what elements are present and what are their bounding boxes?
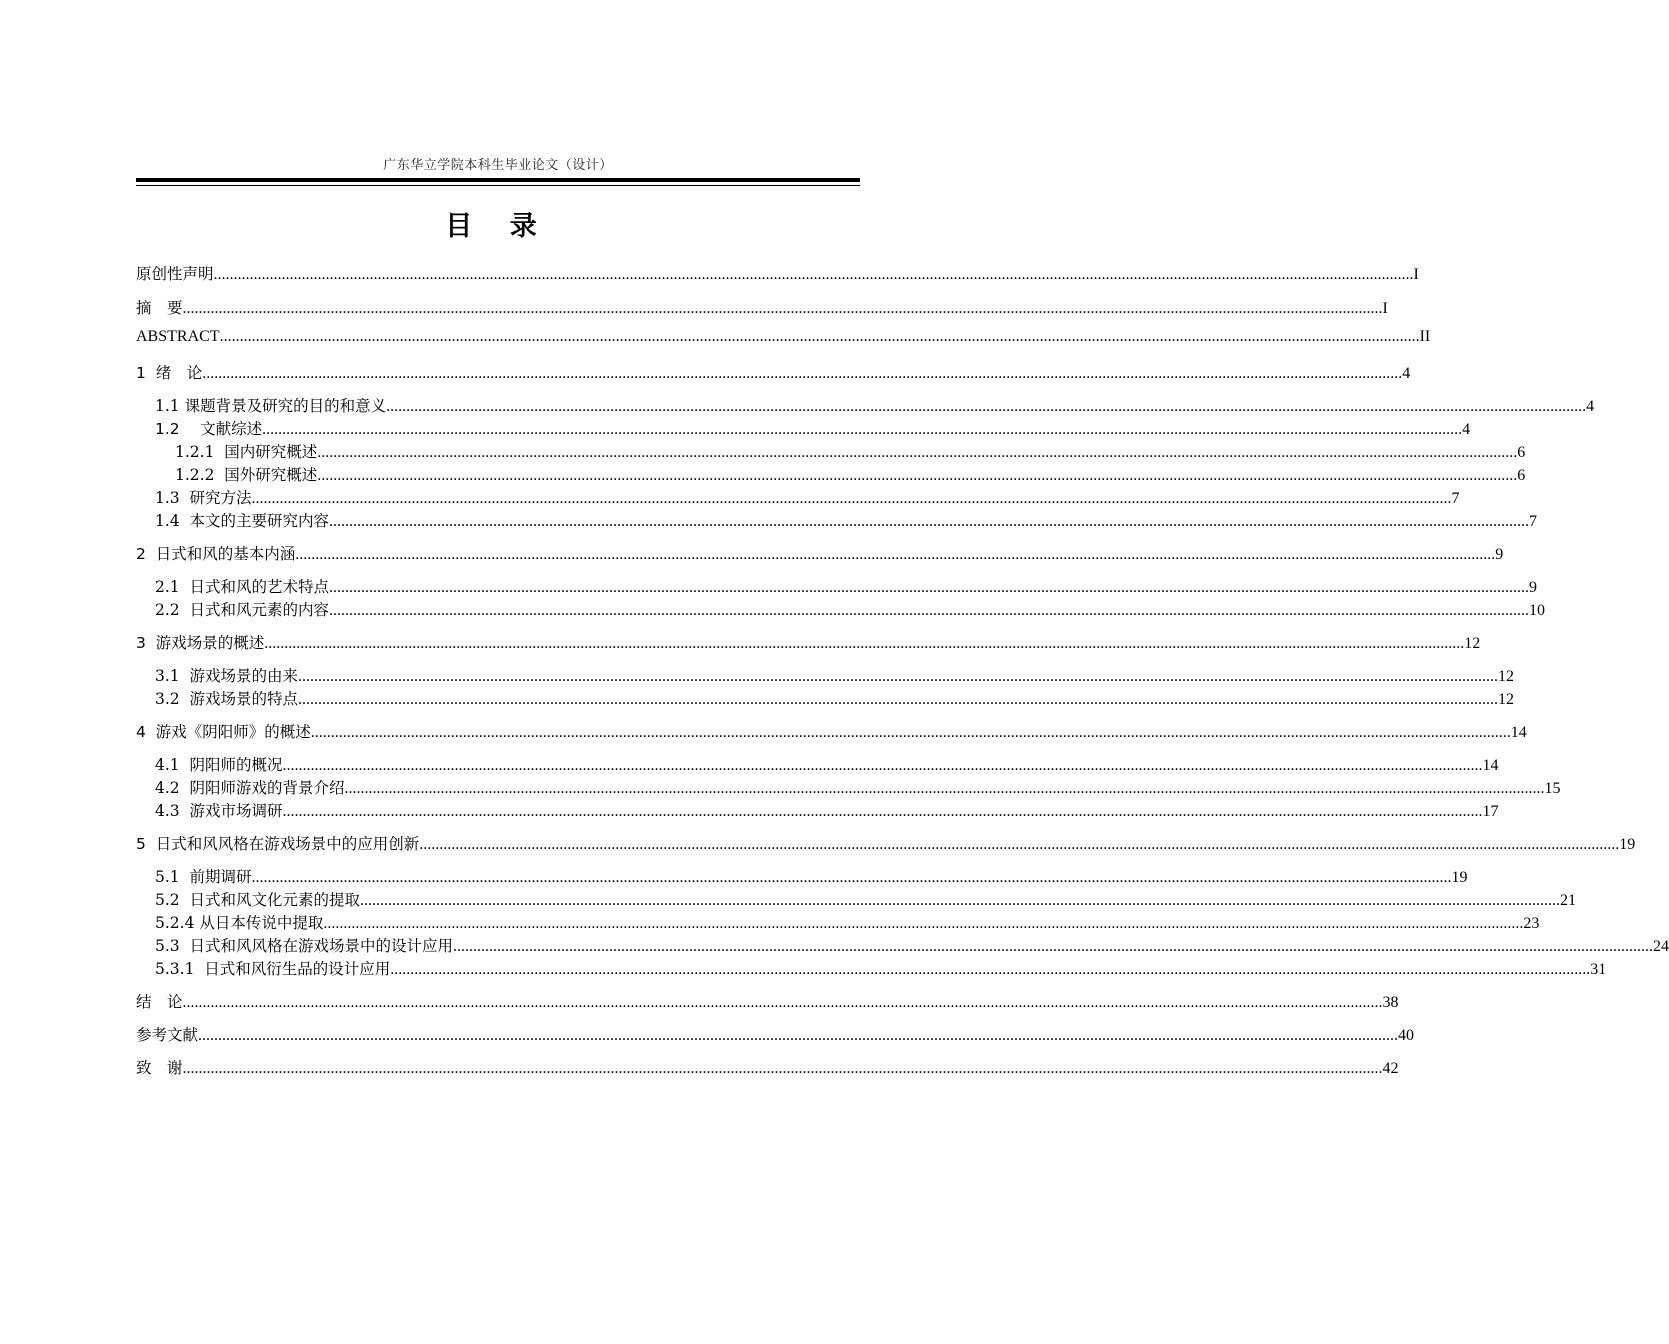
toc-leader-dots: ............................................................................................................................................................................................................................................................................................................ [329,602,1530,619]
toc-leader-dots: ............................................................................................................................................................................................................................................................................................................ [317,444,1518,461]
toc-entry-label: 4.3 游戏市场调研 [155,802,283,820]
header-rule-thick [136,178,860,182]
toc-leader-dots: ............................................................................................................................................................................................................................................................................................................ [329,513,1530,530]
toc-entry-4-2[interactable] [155,776,1561,797]
toc-entry-page: 31 [1590,961,1607,978]
toc-entry-label: 5.3 日式和风风格在游戏场景中的设计应用 [155,937,454,955]
toc-leader-dots: ............................................................................................................................................................................................................................................................................................................ [182,994,1383,1011]
toc-entry-5-3[interactable] [155,934,1669,955]
toc-entry-label: 致 谢 [136,1059,183,1077]
toc-entry-label: 原创性声明 [136,265,214,283]
toc-entry-page: I [1413,266,1419,283]
toc-leader-dots: ............................................................................................................................................................................................................................................................................................................ [360,892,1561,909]
toc-entry-chapter-4[interactable] [136,720,1527,741]
toc-entry-label: 参考文献 [136,1026,199,1044]
toc-entry-page: 4 [1402,365,1411,382]
toc-entry-3-2[interactable] [155,687,1515,708]
toc-entry-page: 12 [1464,635,1481,652]
toc-entry-page: 42 [1382,1060,1399,1077]
toc-entry-page: 19 [1619,836,1636,853]
toc-title: 目 录 [445,211,551,242]
toc-entry-label: 5.2 日式和风文化元素的提取 [155,891,361,909]
toc-entry-references[interactable] [136,1023,1415,1044]
toc-entry-label: 结 论 [136,993,183,1011]
toc-leader-dots: ............................................................................................................................................................................................................................................................................................................ [219,328,1420,345]
toc-entry-abstract-en[interactable] [136,328,1431,348]
toc-entry-label: 5 日式和风风格在游戏场景中的应用创新 [136,835,420,853]
toc-entry-5-2-4[interactable] [155,911,1540,932]
toc-entry-page: 6 [1517,467,1526,484]
toc-leader-dots: ............................................................................................................................................................................................................................................................................................................ [298,668,1499,685]
toc-entry-page: 12 [1498,691,1515,708]
toc-entry-1-2-1[interactable] [175,440,1526,461]
toc-entry-page: 10 [1529,602,1546,619]
toc-entry-label: 5.3.1 日式和风衍生品的设计应用 [155,960,391,978]
toc-entry-label: 3.1 游戏场景的由来 [155,667,299,685]
toc-entry-label: 5.2.4 从日本传说中提取 [155,914,324,932]
toc-entry-1-1[interactable] [155,394,1595,415]
toc-entry-chapter-3[interactable] [136,631,1481,652]
toc-entry-label: ABSTRACT [136,328,220,345]
toc-entry-page: 40 [1398,1027,1415,1044]
toc-entry-label: 3 游戏场景的概述 [136,634,265,652]
toc-leader-dots: ............................................................................................................................................................................................................................................................................................................ [453,938,1654,955]
toc-entry-1-2[interactable] [155,417,1471,438]
toc-entry-page: 15 [1544,780,1561,797]
toc-entry-label: 摘 要 [136,299,183,317]
toc-entry-page: 9 [1529,579,1538,596]
toc-entry-5-3-1[interactable] [155,957,1607,978]
toc-entry-page: 17 [1482,803,1499,820]
toc-entry-1-4[interactable] [155,509,1538,530]
toc-entry-label: 4.1 阴阳师的概况 [155,756,283,774]
toc-entry-page: 7 [1451,490,1460,507]
toc-leader-dots: ............................................................................................................................................................................................................................................................................................................ [298,691,1499,708]
toc-entry-label: 4 游戏《阴阳师》的概述 [136,723,311,741]
toc-entry-label: 4.2 阴阳师游戏的背景介绍 [155,779,345,797]
toc-leader-dots: ............................................................................................................................................................................................................................................................................................................ [264,635,1465,652]
toc-entry-label: 1.4 本文的主要研究内容 [155,512,330,530]
toc-leader-dots: ............................................................................................................................................................................................................................................................................................................ [282,803,1483,820]
toc-leader-dots: ............................................................................................................................................................................................................................................................................................................ [390,961,1591,978]
toc-entry-page: 9 [1495,546,1504,563]
toc-entry-1-2-2[interactable] [175,463,1526,484]
toc-entry-page: 24 [1653,938,1669,955]
toc-entry-label: 1 绪 论 [136,364,203,382]
toc-leader-dots: ............................................................................................................................................................................................................................................................................................................ [419,836,1620,853]
toc-entry-1-3[interactable] [155,486,1460,507]
toc-entry-label: 1.2 文献综述 [155,420,263,438]
toc-entry-chapter-5[interactable] [136,832,1636,853]
toc-entry-label: 1.1 课题背景及研究的目的和意义 [155,397,387,415]
toc-leader-dots: ............................................................................................................................................................................................................................................................................................................ [213,266,1414,283]
toc-leader-dots: ............................................................................................................................................................................................................................................................................................................ [182,300,1383,317]
toc-entry-conclusion[interactable] [136,990,1399,1011]
toc-leader-dots: ............................................................................................................................................................................................................................................................................................................ [323,915,1524,932]
toc-leader-dots: ............................................................................................................................................................................................................................................................................................................ [262,421,1463,438]
toc-leader-dots: ............................................................................................................................................................................................................................................................................................................ [182,1060,1383,1077]
toc-entry-4-3[interactable] [155,799,1499,820]
toc-entry-page: 4 [1586,398,1595,415]
toc-leader-dots: ............................................................................................................................................................................................................................................................................................................ [282,757,1483,774]
toc-entry-page: 12 [1498,668,1515,685]
toc-entry-chapter-1[interactable] [136,361,1411,382]
toc-entry-label: 3.2 游戏场景的特点 [155,690,299,708]
toc-leader-dots: ............................................................................................................................................................................................................................................................................................................ [329,579,1530,596]
toc-entry-page: 14 [1482,757,1499,774]
toc-entry-originality[interactable] [136,262,1419,283]
toc-leader-dots: ............................................................................................................................................................................................................................................................................................................ [317,467,1518,484]
toc-entry-page: 19 [1451,869,1468,886]
toc-entry-5-2[interactable] [155,888,1577,909]
toc-entry-page: 14 [1510,724,1527,741]
toc-leader-dots: ............................................................................................................................................................................................................................................................................................................ [295,546,1496,563]
toc-entry-label: 2.1 日式和风的艺术特点 [155,578,330,596]
toc-entry-acknowledgements[interactable] [136,1056,1399,1077]
toc-entry-page: 7 [1529,513,1538,530]
toc-entry-page: 4 [1462,421,1471,438]
toc-entry-5-1[interactable] [155,865,1468,886]
toc-entry-2-2[interactable] [155,598,1546,619]
toc-entry-2-1[interactable] [155,575,1538,596]
toc-entry-label: 1.3 研究方法 [155,489,252,507]
toc-entry-chapter-2[interactable] [136,542,1504,563]
toc-leader-dots: ............................................................................................................................................................................................................................................................................................................ [251,490,1452,507]
toc-entry-label: 5.1 前期调研 [155,868,252,886]
toc-entry-3-1[interactable] [155,664,1515,685]
toc-entry-page: II [1419,328,1431,345]
running-header: 广东华立学院本科生毕业论文（设计） [383,157,613,172]
toc-leader-dots: ............................................................................................................................................................................................................................................................................................................ [251,869,1452,886]
toc-entry-label: 2.2 日式和风元素的内容 [155,601,330,619]
toc-leader-dots: ............................................................................................................................................................................................................................................................................................................ [344,780,1545,797]
toc-entry-page: I [1382,300,1388,317]
toc-entry-page: 6 [1517,444,1526,461]
toc-entry-abstract-cn[interactable] [136,296,1388,317]
header-rule-thin [136,185,860,186]
toc-entry-page: 38 [1382,994,1399,1011]
toc-entry-page: 23 [1523,915,1540,932]
toc-leader-dots: ............................................................................................................................................................................................................................................................................................................ [386,398,1587,415]
toc-leader-dots: ............................................................................................................................................................................................................................................................................................................ [202,365,1403,382]
toc-entry-label: 1.2.2 国外研究概述 [175,466,318,484]
toc-entry-4-1[interactable] [155,753,1499,774]
toc-entry-page: 21 [1560,892,1577,909]
toc-leader-dots: ............................................................................................................................................................................................................................................................................................................ [198,1027,1399,1044]
toc-entry-label: 2 日式和风的基本内涵 [136,545,296,563]
toc-leader-dots: ............................................................................................................................................................................................................................................................................................................ [310,724,1511,741]
toc-entry-label: 1.2.1 国内研究概述 [175,443,318,461]
